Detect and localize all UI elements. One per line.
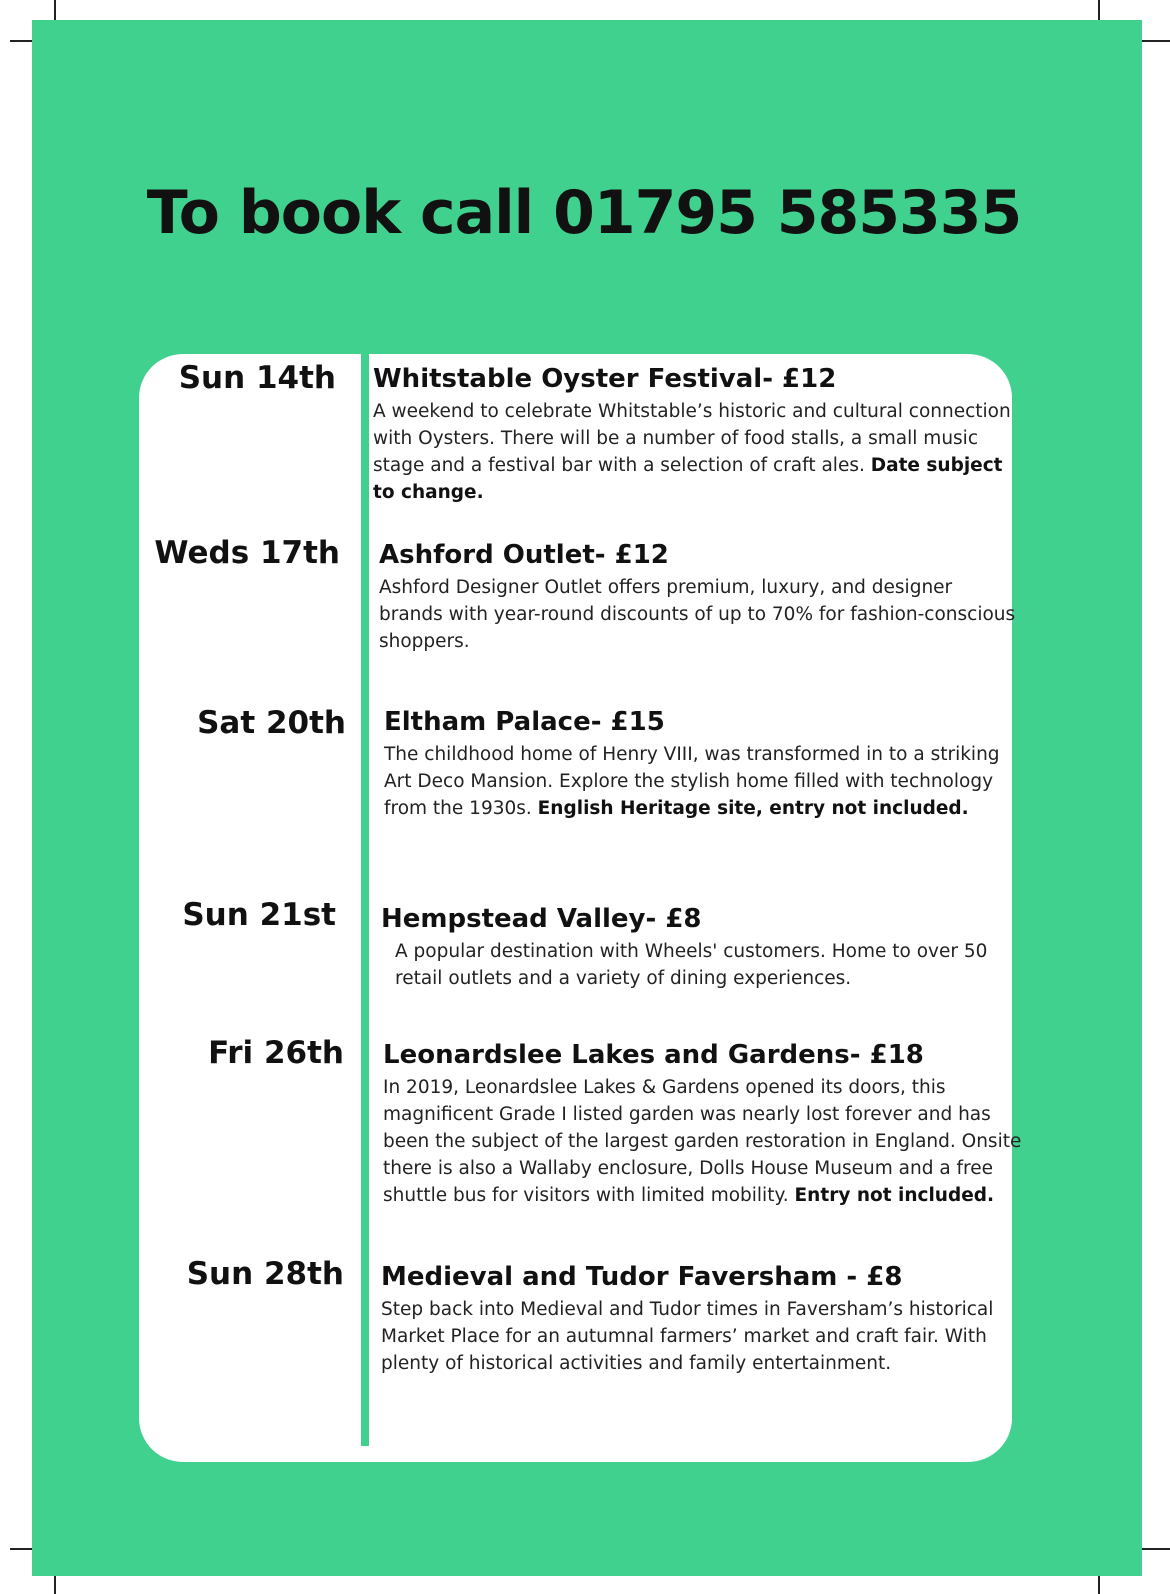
event-item xyxy=(373,364,1013,506)
booking-headline: To book call 01795 585335 xyxy=(146,178,1022,248)
crop-mark xyxy=(1098,0,1100,20)
crop-mark xyxy=(10,1548,32,1550)
event-title: Ashford Outlet- £12 xyxy=(379,540,669,570)
crop-mark xyxy=(10,40,32,42)
crop-mark xyxy=(54,0,56,20)
event-date: Weds 17th xyxy=(154,535,340,571)
event-title: Eltham Palace- £15 xyxy=(384,707,665,737)
event-date: Sun 21st xyxy=(182,897,336,933)
event-note: English Heritage site, entry not included. xyxy=(537,798,969,819)
crop-mark xyxy=(1142,1548,1170,1550)
crop-mark xyxy=(54,1576,56,1594)
event-title: Hempstead Valley- £8 xyxy=(381,904,702,934)
event-title: Medieval and Tudor Faversham - £8 xyxy=(381,1262,903,1292)
event-item xyxy=(381,904,1021,992)
event-date: Fri 26th xyxy=(208,1035,344,1071)
event-date: Sat 20th xyxy=(197,705,346,741)
crop-mark xyxy=(1098,1576,1100,1594)
event-description: In 2019, Leonardslee Lakes & Gardens opened its doors, this magnificent Grade I listed garden was nearly lost forever and has been the subject of the largest garden restoration in England. Onsite there is also a Wallaby enclosure, Dolls House Museum and a free shuttle bus for visitors with limited mobility. Entry not included. xyxy=(383,1077,1022,1206)
event-description: A weekend to celebrate Whitstable’s historic and cultural connection with Oysters. There will be a number of food stalls, a small music stage and a festival bar with a selection of craft ales. Date subject to change. xyxy=(373,401,1011,503)
event-item xyxy=(381,1262,1021,1377)
event-title: Whitstable Oyster Festival- £12 xyxy=(373,364,837,394)
event-description: Step back into Medieval and Tudor times in Faversham’s historical Market Place for an autumnal farmers’ market and craft fair. With plenty of historical activities and family entertainment. xyxy=(381,1299,994,1374)
event-title: Leonardslee Lakes and Gardens- £18 xyxy=(383,1040,924,1070)
event-item xyxy=(379,540,1019,655)
event-description: A popular destination with Wheels' customers. Home to over 50 retail outlets and a variety of dining experiences. xyxy=(395,941,988,989)
event-description: The childhood home of Henry VIII, was transformed in to a striking Art Deco Mansion. Explore the stylish home filled with technology from the 1930s. English Heritage site, entry not included. xyxy=(384,744,1000,819)
crop-mark xyxy=(1142,40,1170,42)
event-date: Sun 28th xyxy=(186,1256,344,1292)
event-item xyxy=(383,1040,1023,1209)
event-date: Sun 14th xyxy=(178,360,336,396)
event-item xyxy=(384,707,1024,822)
event-description: Ashford Designer Outlet offers premium, luxury, and designer brands with year-round discounts of up to 70% for fashion-conscious shoppers. xyxy=(379,577,1016,652)
event-note: Date subject to change. xyxy=(373,455,1003,503)
event-note: Entry not included. xyxy=(794,1185,995,1206)
timeline-divider xyxy=(361,354,369,1446)
